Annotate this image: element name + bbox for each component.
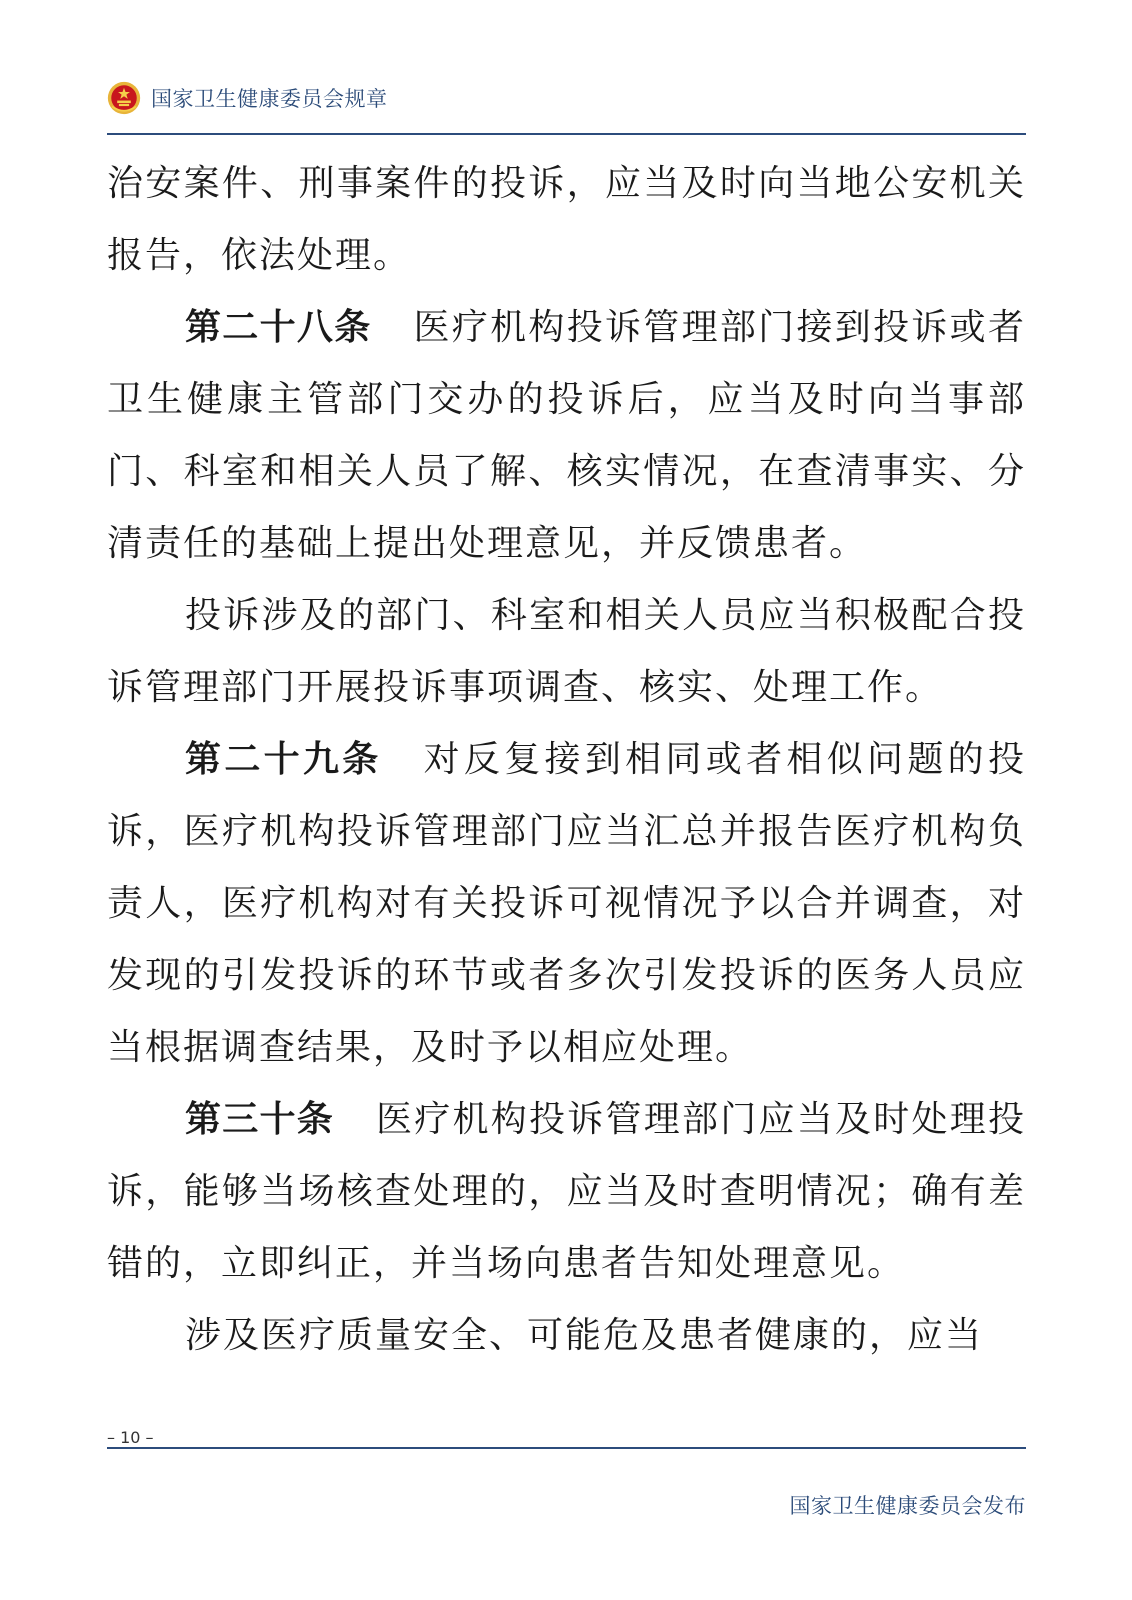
page-number: – 10 – — [107, 1428, 154, 1447]
article-heading-30: 第三十条 — [185, 1099, 334, 1140]
article-heading-28: 第二十八条 — [185, 307, 372, 348]
paragraph-text: 投诉涉及的部门、科室和相关人员应当积极配合投诉管理部门开展投诉事项调查、核实、处理工作。 — [107, 595, 1026, 708]
paragraph-2 — [107, 292, 1026, 580]
page-header — [107, 78, 388, 118]
paragraph-1 — [107, 148, 1026, 292]
paragraph-text: 医疗机构投诉管理部门应当及时处理投诉，能够当场核查处理的，应当及时查明情况；确有差错的，立即纠正，并当场向患者告知处理意见。 — [107, 1099, 1026, 1284]
paragraph-6 — [107, 1300, 1026, 1372]
footer-publisher: 国家卫生健康委员会发布 — [789, 1494, 1026, 1518]
document-body — [107, 148, 1026, 1372]
paragraph-text: 医疗机构投诉管理部门接到投诉或者卫生健康主管部门交办的投诉后，应当及时向当事部门、科室和相关人员了解、核实情况，在查清事实、分清责任的基础上提出处理意见，并反馈患者。 — [107, 307, 1026, 564]
paragraph-text: 对反复接到相同或者相似问题的投诉，医疗机构投诉管理部门应当汇总并报告医疗机构负责人，医疗机构对有关投诉可视情况予以合并调查，对发现的引发投诉的环节或者多次引发投诉的医务人员应当根据调查结果，及时予以相应处理。 — [107, 739, 1026, 1068]
paragraph-4 — [107, 724, 1026, 1084]
footer-divider — [107, 1447, 1026, 1449]
national-emblem-icon — [107, 81, 141, 115]
article-heading-29: 第二十九条 — [185, 739, 382, 780]
paragraph-3 — [107, 580, 1026, 724]
header-divider — [107, 133, 1026, 135]
header-title: 国家卫生健康委员会规章 — [151, 87, 388, 111]
paragraph-text: 治安案件、刑事案件的投诉，应当及时向当地公安机关报告，依法处理。 — [107, 163, 1026, 276]
paragraph-text: 涉及医疗质量安全、可能危及患者健康的，应当 — [185, 1315, 984, 1356]
paragraph-5 — [107, 1084, 1026, 1300]
